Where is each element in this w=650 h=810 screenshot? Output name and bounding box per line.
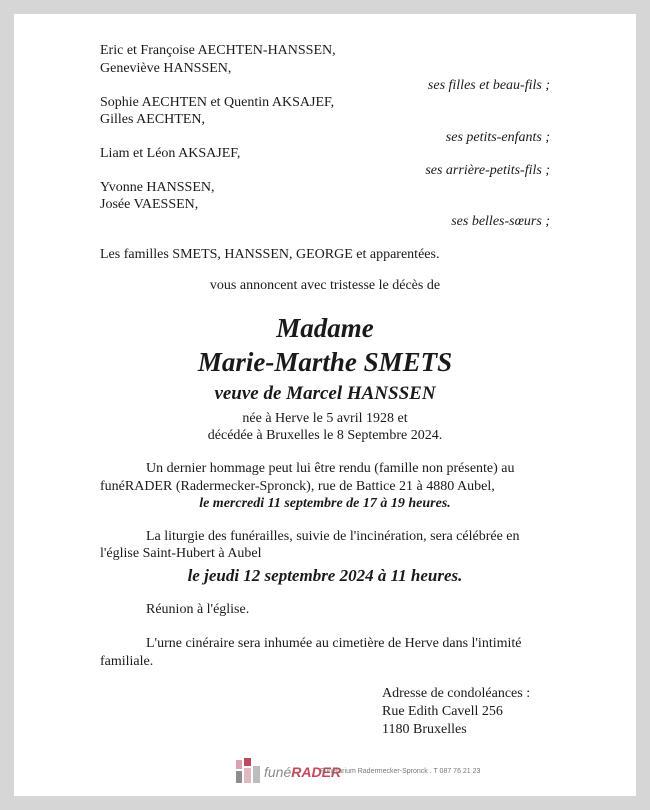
death-line: décédée à Bruxelles le 8 Septembre 2024. bbox=[207, 428, 443, 443]
liturgie-line-2: l'église Saint-Hubert à Aubel bbox=[100, 546, 262, 561]
logo-brand: funéRADER bbox=[264, 764, 342, 780]
obituary-card bbox=[14, 14, 636, 796]
family-line-7: Josée VAESSEN, bbox=[100, 197, 199, 212]
family-line-6: Yvonne HANSSEN, bbox=[100, 180, 215, 195]
birth-line: née à Herve le 5 avril 1928 et bbox=[242, 411, 408, 426]
condoleances-city: 1180 Bruxelles bbox=[382, 722, 467, 737]
deceased-title: Madame bbox=[276, 313, 374, 343]
liturgie-line-1: La liturgie des funérailles, suivie de l'incinération, sera célébrée en bbox=[146, 529, 520, 544]
family-line-3: Sophie AECHTEN et Quentin AKSAJEF, bbox=[100, 95, 335, 110]
family-line-5: Liam et Léon AKSAJEF, bbox=[100, 146, 241, 161]
families-line: Les familles SMETS, HANSSEN, GEORGE et apparentées. bbox=[100, 247, 440, 262]
reunion-line: Réunion à l'église. bbox=[146, 602, 250, 617]
deceased-name: Marie-Marthe SMETS bbox=[197, 347, 453, 377]
condoleances-street: Rue Edith Cavell 256 bbox=[382, 704, 503, 719]
logo-tagline: Funérarium Radermecker-Spronck . T 087 76 21 23 bbox=[320, 768, 481, 775]
hommage-line-2: funéRADER (Radermecker-Spronck), rue de Battice 21 à 4880 Aubel, bbox=[100, 479, 495, 494]
condoleances-label: Adresse de condoléances : bbox=[382, 686, 531, 701]
widow-line: veuve de Marcel HANSSEN bbox=[214, 383, 436, 404]
family-line-4: Gilles AECHTEN, bbox=[100, 112, 205, 127]
hommage-date: le mercredi 11 septembre de 17 à 19 heures. bbox=[199, 496, 451, 511]
announce-text: vous annoncent avec tristesse le décès de bbox=[209, 278, 441, 293]
relation-4: ses belles-sœurs ; bbox=[451, 214, 550, 229]
funerader-logo bbox=[234, 758, 481, 786]
family-line-2: Geneviève HANSSEN, bbox=[100, 61, 232, 76]
relation-1: ses filles et beau-fils ; bbox=[427, 78, 550, 93]
liturgie-date: le jeudi 12 septembre 2024 à 11 heures. bbox=[187, 566, 463, 585]
family-line-1: Eric et Françoise AECHTEN-HANSSEN, bbox=[100, 43, 336, 58]
logo-mark-icon bbox=[234, 758, 264, 786]
relation-3: ses arrière-petits-fils ; bbox=[425, 163, 550, 178]
urne-line-1: L'urne cinéraire sera inhumée au cimetière de Herve dans l'intimité bbox=[146, 636, 522, 651]
urne-line-2: familiale. bbox=[100, 654, 154, 669]
hommage-line-1: Un dernier hommage peut lui être rendu (famille non présente) au bbox=[146, 461, 515, 476]
relation-2: ses petits-enfants ; bbox=[445, 130, 550, 145]
